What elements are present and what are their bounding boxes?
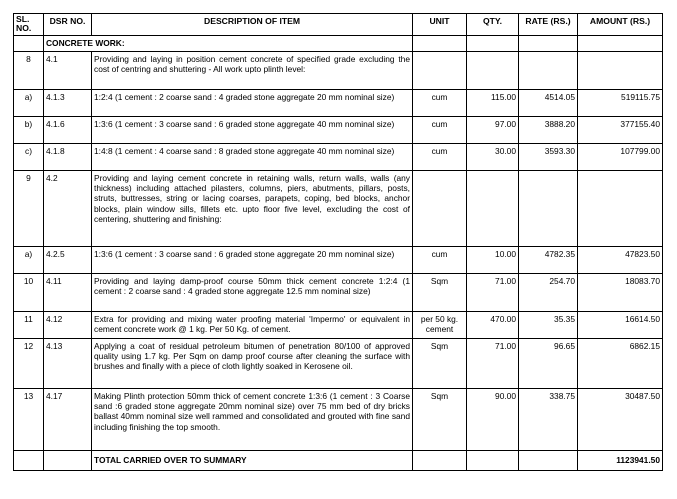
total-label: TOTAL CARRIED OVER TO SUMMARY bbox=[92, 451, 413, 471]
header-amount: AMOUNT (RS.) bbox=[578, 14, 663, 36]
row-description: Making Plinth protection 50mm thick of cement concrete 1:3:6 (1 cement : 3 Coarse sand :6 graded stone aggregate 20mm nominal size) over 75 mm bed of dry bricks ballast 40mm nominal size well rammed and consolidated and grouted with fine sand including finishing the top smooth. bbox=[92, 389, 413, 451]
row-rate: 3593.30 bbox=[519, 144, 578, 171]
row-amount: 47823.50 bbox=[578, 247, 663, 274]
row-dsr: 4.2 bbox=[44, 171, 92, 247]
row-description: 1:3:6 (1 cement : 3 coarse sand : 6 graded stone aggregate 40 mm nominal size) bbox=[92, 117, 413, 144]
row-rate: 3888.20 bbox=[519, 117, 578, 144]
row-rate: 4782.35 bbox=[519, 247, 578, 274]
row-description: 1:4:8 (1 cement : 4 coarse sand : 8 graded stone aggregate 40 mm nominal size) bbox=[92, 144, 413, 171]
row-sl: 9 bbox=[14, 171, 44, 247]
row-unit: per 50 kg. cement bbox=[413, 312, 467, 339]
row-unit: cum bbox=[413, 247, 467, 274]
table-row bbox=[14, 90, 663, 117]
row-sl: 11 bbox=[14, 312, 44, 339]
row-qty: 10.00 bbox=[467, 247, 519, 274]
row-description: Applying a coat of residual petroleum bitumen of penetration 80/100 of approved quality using 1.7 kg. Per Sqm on damp proof course after cleaning the surface with brushes and finally with a piece of cloth lightly soaked in Kerosene oil. bbox=[92, 339, 413, 389]
row-rate: 35.35 bbox=[519, 312, 578, 339]
row-rate: 338.75 bbox=[519, 389, 578, 451]
row-qty: 97.00 bbox=[467, 117, 519, 144]
table-row bbox=[14, 339, 663, 389]
row-dsr: 4.17 bbox=[44, 389, 92, 451]
row-sl: 10 bbox=[14, 274, 44, 312]
row-qty bbox=[467, 171, 519, 247]
row-unit bbox=[413, 171, 467, 247]
header-sl: SL. NO. bbox=[14, 14, 44, 36]
row-dsr: 4.13 bbox=[44, 339, 92, 389]
header-rate: RATE (RS.) bbox=[519, 14, 578, 36]
row-description: Extra for providing and mixing water proofing material 'Impermo' or equivalent in cement concrete work @ 1 kg. Per 50 Kg. of cement. bbox=[92, 312, 413, 339]
row-unit bbox=[413, 52, 467, 90]
row-amount bbox=[578, 52, 663, 90]
row-qty: 30.00 bbox=[467, 144, 519, 171]
total-row bbox=[14, 451, 663, 471]
row-qty: 71.00 bbox=[467, 339, 519, 389]
table-row bbox=[14, 274, 663, 312]
row-amount: 18083.70 bbox=[578, 274, 663, 312]
row-amount: 16614.50 bbox=[578, 312, 663, 339]
row-amount: 6862.15 bbox=[578, 339, 663, 389]
row-description: 1:2:4 (1 cement : 2 coarse sand : 4 graded stone aggregate 20 mm nominal size) bbox=[92, 90, 413, 117]
boq-sheet bbox=[13, 13, 663, 471]
row-qty: 71.00 bbox=[467, 274, 519, 312]
header-qty: QTY. bbox=[467, 14, 519, 36]
row-qty: 470.00 bbox=[467, 312, 519, 339]
row-sl: 13 bbox=[14, 389, 44, 451]
table-row bbox=[14, 117, 663, 144]
table-row bbox=[14, 389, 663, 451]
row-qty bbox=[467, 52, 519, 90]
row-sl: b) bbox=[14, 117, 44, 144]
row-sl: 12 bbox=[14, 339, 44, 389]
row-unit: Sqm bbox=[413, 274, 467, 312]
table-row bbox=[14, 171, 663, 247]
table-row bbox=[14, 52, 663, 90]
header-unit: UNIT bbox=[413, 14, 467, 36]
row-amount: 30487.50 bbox=[578, 389, 663, 451]
row-unit: Sqm bbox=[413, 389, 467, 451]
row-rate bbox=[519, 171, 578, 247]
row-qty: 115.00 bbox=[467, 90, 519, 117]
row-dsr: 4.1.8 bbox=[44, 144, 92, 171]
row-description: Providing and laying cement concrete in retaining walls, return walls, walls (any thickness) including attached pilasters, columns, piers, abutments, pillars, posts, struts, buttresses, string or lacing coarses, parapets, coping, bed blocks, anchor blocks, plain window sills, fillets etc. upto floor five level, excluding the cost of centering, shuttering and finishing: bbox=[92, 171, 413, 247]
row-qty: 90.00 bbox=[467, 389, 519, 451]
row-unit: Sqm bbox=[413, 339, 467, 389]
row-rate: 4514.05 bbox=[519, 90, 578, 117]
row-dsr: 4.1.3 bbox=[44, 90, 92, 117]
row-description: 1:3:6 (1 cement : 3 coarse sand : 6 graded stone aggregate 20 mm nominal size) bbox=[92, 247, 413, 274]
section-title: CONCRETE WORK: bbox=[44, 36, 413, 52]
row-unit: cum bbox=[413, 144, 467, 171]
row-rate: 96.65 bbox=[519, 339, 578, 389]
row-unit: cum bbox=[413, 117, 467, 144]
row-sl: c) bbox=[14, 144, 44, 171]
row-sl: a) bbox=[14, 247, 44, 274]
row-amount: 107799.00 bbox=[578, 144, 663, 171]
table-row bbox=[14, 247, 663, 274]
row-dsr: 4.1 bbox=[44, 52, 92, 90]
row-sl: 8 bbox=[14, 52, 44, 90]
table-row bbox=[14, 312, 663, 339]
row-dsr: 4.11 bbox=[44, 274, 92, 312]
boq-table bbox=[13, 13, 663, 471]
row-rate bbox=[519, 52, 578, 90]
row-amount: 377155.40 bbox=[578, 117, 663, 144]
header-description: DESCRIPTION OF ITEM bbox=[92, 14, 413, 36]
table-row bbox=[14, 144, 663, 171]
row-dsr: 4.2.5 bbox=[44, 247, 92, 274]
total-amount: 1123941.50 bbox=[578, 451, 663, 471]
row-dsr: 4.1.6 bbox=[44, 117, 92, 144]
row-amount: 519115.75 bbox=[578, 90, 663, 117]
row-rate: 254.70 bbox=[519, 274, 578, 312]
row-amount bbox=[578, 171, 663, 247]
header-row bbox=[14, 14, 663, 36]
row-sl: a) bbox=[14, 90, 44, 117]
row-unit: cum bbox=[413, 90, 467, 117]
header-dsr: DSR NO. bbox=[44, 14, 92, 36]
section-row bbox=[14, 36, 663, 52]
row-dsr: 4.12 bbox=[44, 312, 92, 339]
row-description: Providing and laying in position cement concrete of specified grade excluding the cost of centring and shuttering - All work upto plinth level: bbox=[92, 52, 413, 90]
row-description: Providing and laying damp-proof course 50mm thick cement concrete 1:2:4 (1 cement : 2 coarse sand : 4 graded stone aggregate 12.5 mm nominal size) bbox=[92, 274, 413, 312]
